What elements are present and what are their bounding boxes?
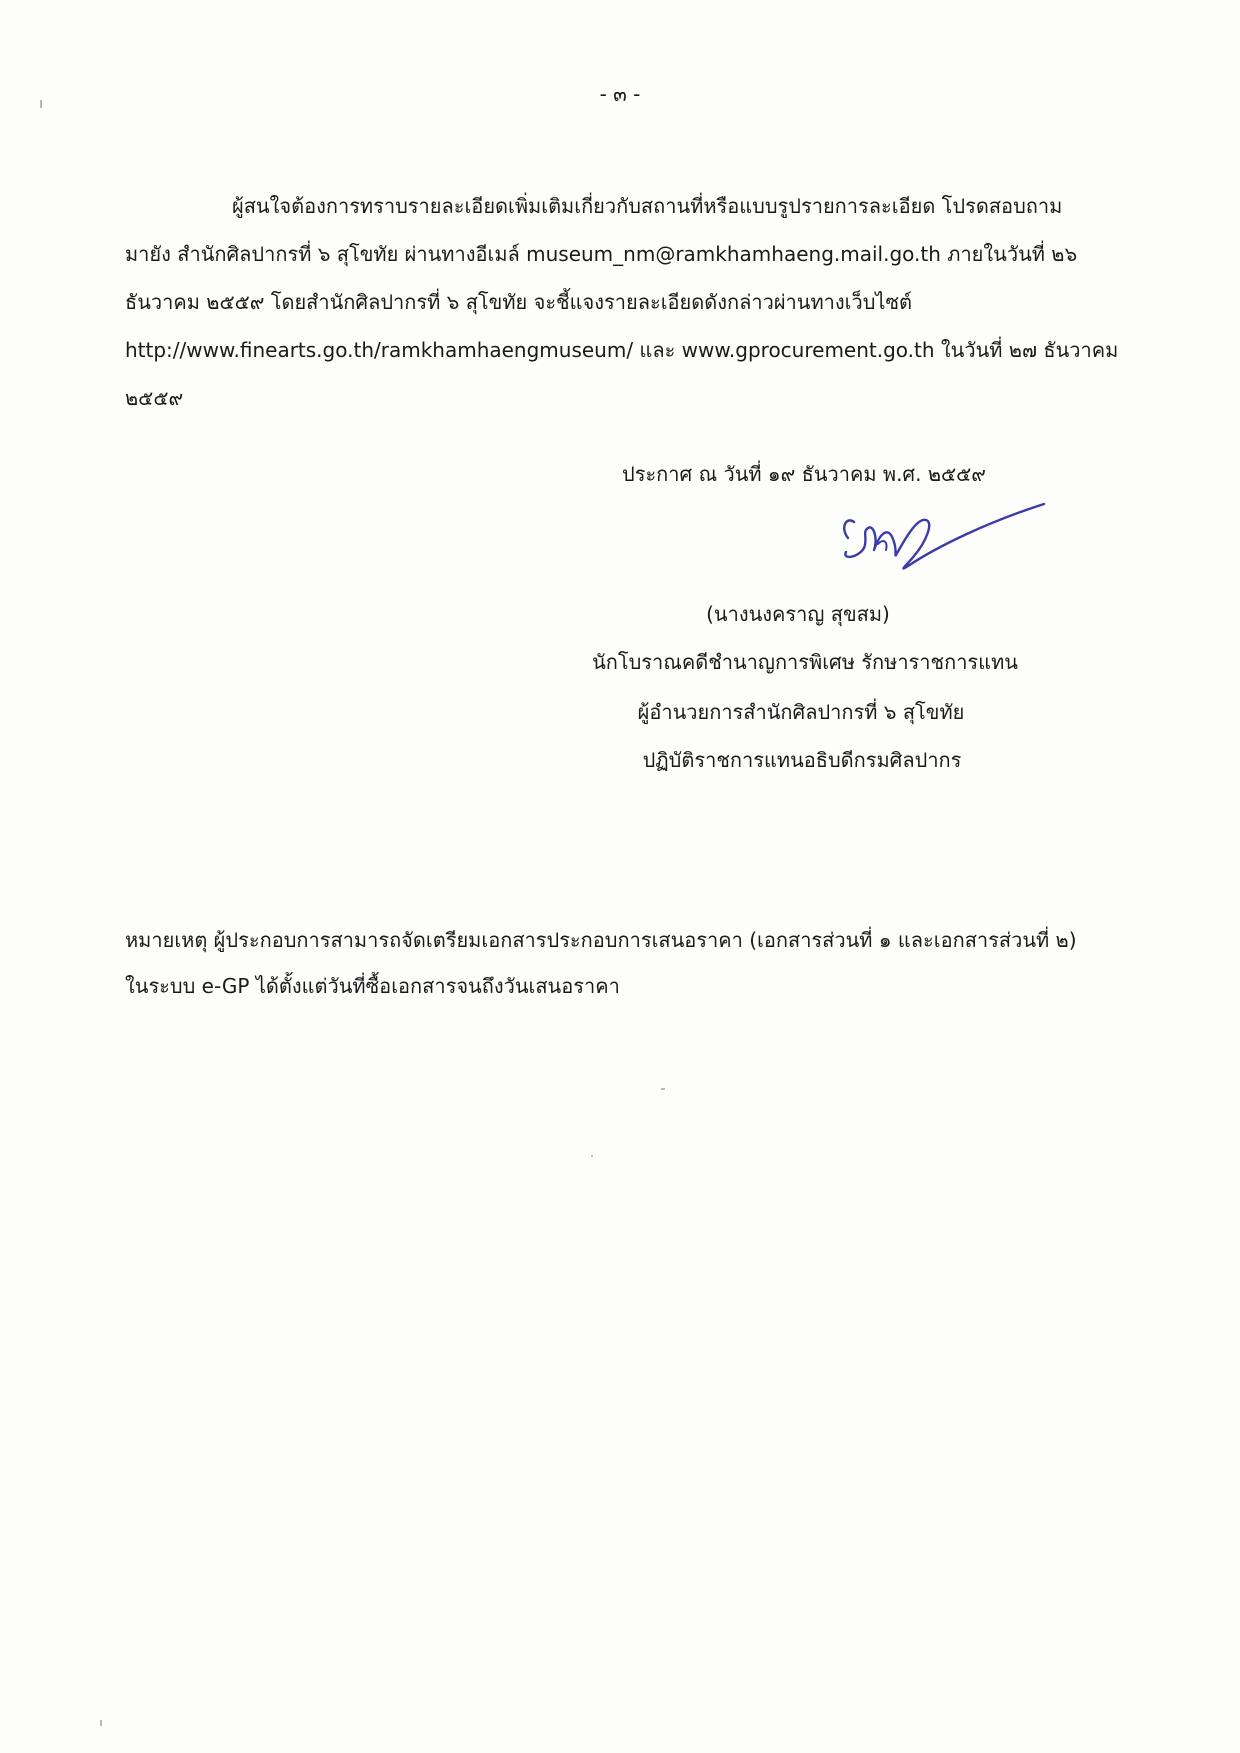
body-line-4: http://www.finearts.go.th/ramkhamhaengmuseum/ และ www.gprocurement.go.th ในวันที่ ๒๗ ธันวาคม bbox=[125, 338, 1119, 362]
scan-speck bbox=[40, 100, 42, 108]
signatory-position-3: ปฏิบัติราชการแทนอธิบดีกรมศิลปากร bbox=[642, 748, 962, 772]
signatory-position-2: ผู้อำนวยการสำนักศิลปากรที่ ๖ สุโขทัย bbox=[637, 700, 965, 724]
signatory-name: (นางนงคราญ สุขสม) bbox=[706, 602, 890, 626]
announcement-date: ประกาศ ณ วันที่ ๑๙ ธันวาคม พ.ศ. ๒๕๕๙ bbox=[622, 462, 986, 486]
handwritten-signature bbox=[838, 498, 1048, 584]
scan-speck bbox=[100, 1720, 102, 1726]
body-line-5: ๒๕๕๙ bbox=[125, 386, 184, 410]
scan-speck bbox=[591, 1155, 593, 1157]
signatory-position-1: นักโบราณคดีชำนาญการพิเศษ รักษาราชการแทน bbox=[592, 650, 1018, 674]
note-line-1: หมายเหตุ ผู้ประกอบการสามารถจัดเตรียมเอกสารประกอบการเสนอราคา (เอกสารส่วนที่ ๑ และเอกสารส่วนที่ ๒) bbox=[125, 928, 1077, 952]
body-line-2: มายัง สำนักศิลปากรที่ ๖ สุโขทัย ผ่านทางอีเมล์ museum_nm@ramkhamhaeng.mail.go.th ภายในวันที่ ๒๖ bbox=[125, 242, 1078, 266]
body-line-1: ผู้สนใจต้องการทราบรายละเอียดเพิ่มเติมเกี่ยวกับสถานที่หรือแบบรูปรายการละเอียด โปรดสอบถาม bbox=[232, 194, 1063, 218]
body-line-3: ธันวาคม ๒๕๕๙ โดยสำนักศิลปากรที่ ๖ สุโขทัย จะชี้แจงรายละเอียดดังกล่าวผ่านทางเว็บไซต์ bbox=[125, 290, 913, 314]
page-number: - ๓ - bbox=[599, 82, 641, 106]
note-line-2: ในระบบ e-GP ได้ตั้งแต่วันที่ซื้อเอกสารจนถึงวันเสนอราคา bbox=[125, 974, 620, 998]
scan-speck bbox=[661, 1088, 665, 1090]
